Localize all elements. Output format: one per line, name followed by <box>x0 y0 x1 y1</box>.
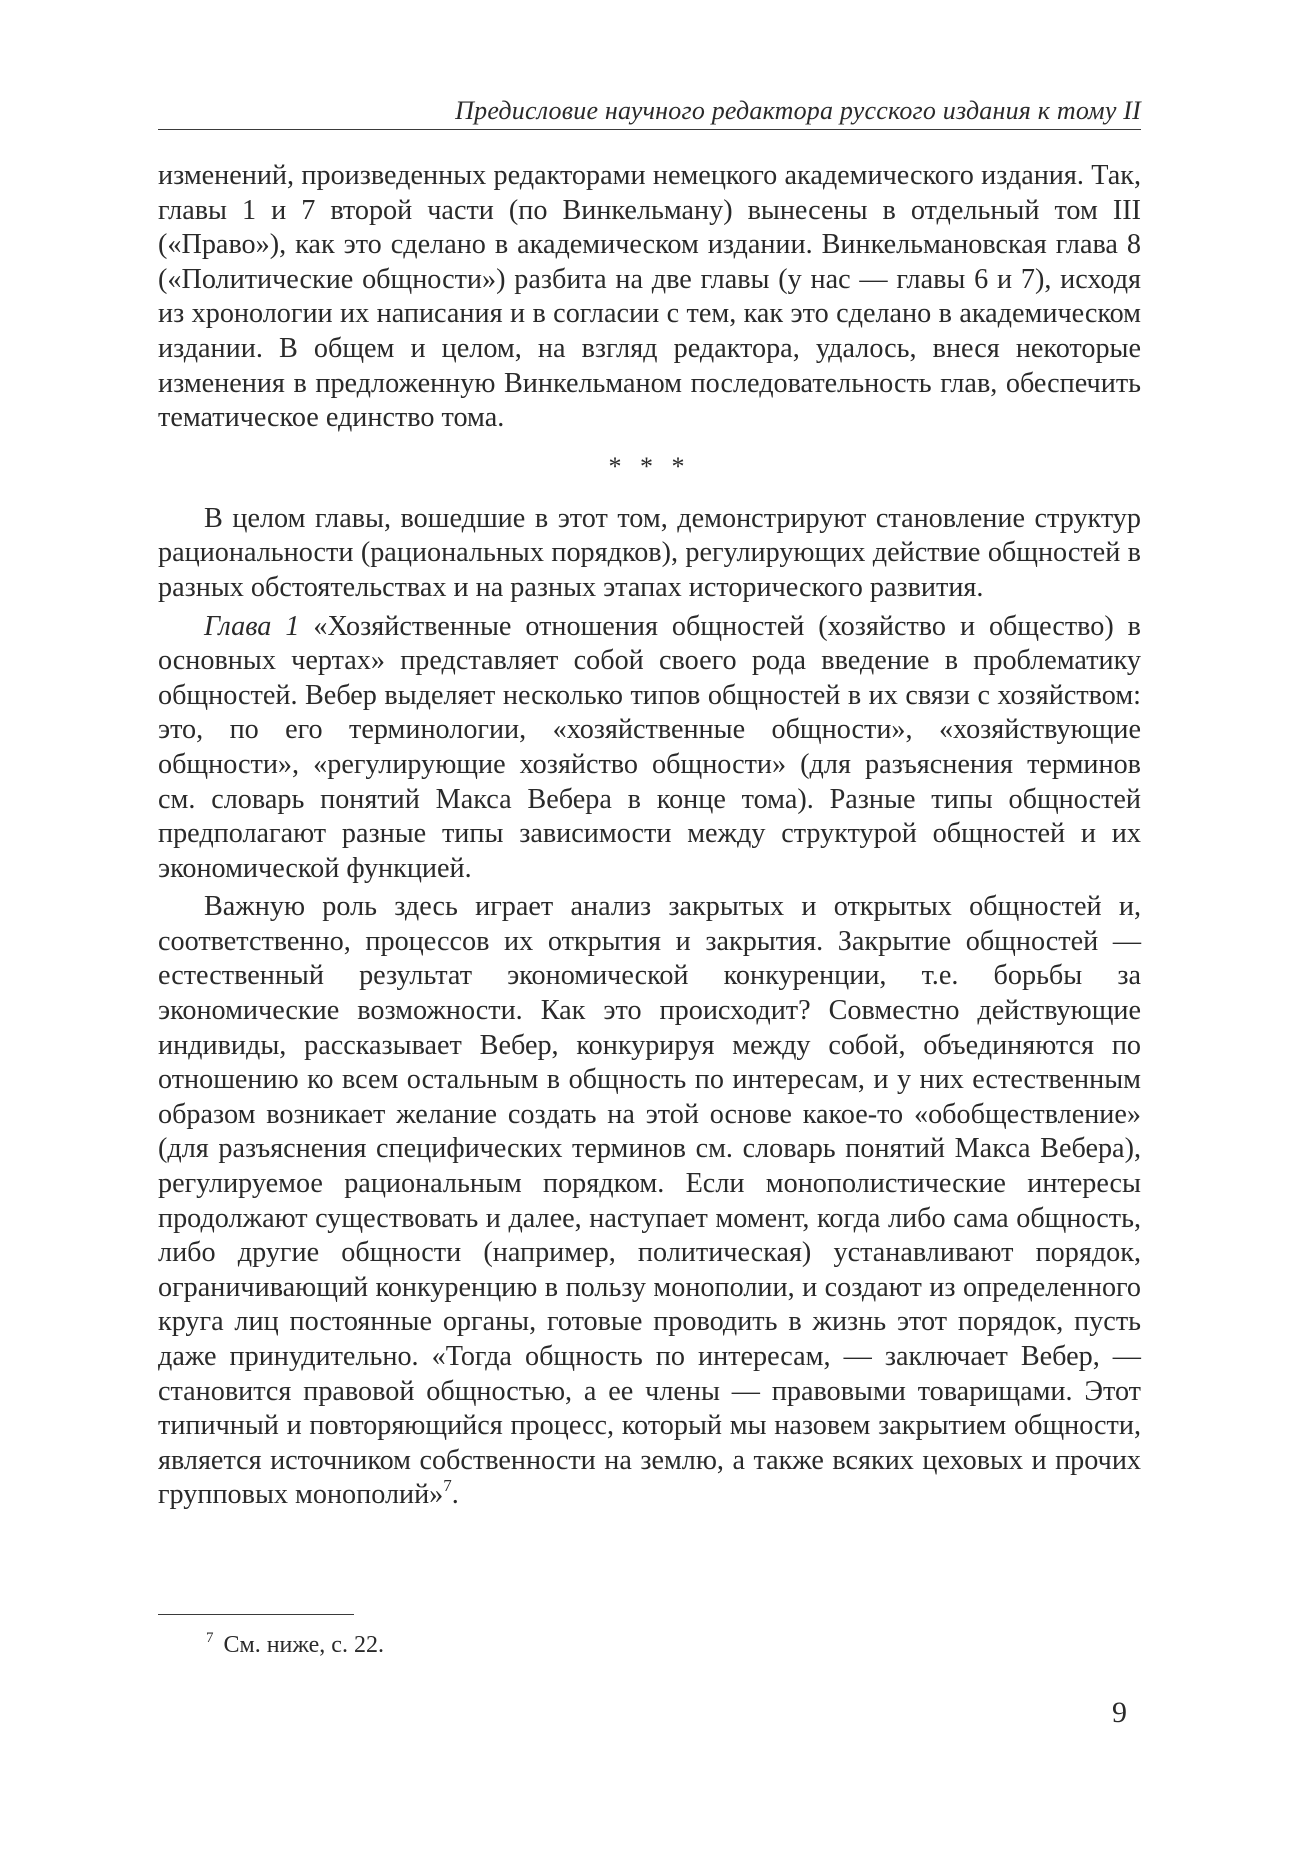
header-rule <box>158 129 1141 130</box>
footnote <box>206 1630 384 1660</box>
body-text <box>158 159 1141 1513</box>
footnote-rule <box>158 1614 354 1615</box>
chapter-label: Глава 1 <box>204 610 300 642</box>
running-header: Предисловие научного редактора русского издания к тому II <box>455 96 1141 125</box>
paragraph-chapter-1-text: «Хозяйственные отношения общностей (хозяйство и общество) в основных чертах» представляет собой своего рода введение в проблематику общностей. Вебер выделяет несколько типов общностей в их связи с хозяйством: это, по его терминологии, «хозяйственные общности», «хозяйствующие общности», «регулирующие хозяйство общности» (для разъяснения терминов см. словарь понятий Макса Вебера в конце тома). Разные типы общностей предполагают разные типы зависимости между структурой общностей и их экономической функцией. <box>158 610 1141 884</box>
document-page <box>158 0 1141 1851</box>
section-separator: * * * <box>608 451 691 481</box>
paragraph-chapter-1 <box>158 610 1141 887</box>
paragraph-overview: В целом главы, вошедшие в этот том, демонстрируют становление структур рациональности (рациональных порядков), регулирующих действие общностей в разных обстоятельствах и на разных этапах исторического развития. <box>158 502 1141 603</box>
footnote-text: См. ниже, с. 22. <box>223 1632 384 1658</box>
page-number: 9 <box>1112 1696 1127 1729</box>
paragraph-closure-end: . <box>451 1479 459 1511</box>
paragraph-closure-text: Важную роль здесь играет анализ закрытых и открытых общностей и, соответственно, процессов их открытия и закрытия. Закрытие общностей — естественный результат экономической конкуренции, т.е. борьбы за экономические возможности. Как это происходит? Совместно действующие индивиды, рассказывает Вебер, конкурируя между собой, объединяются по отношению ко всем остальным в общность по интересам, и у них естественным образом возникает желание создать на этой основе какое-то «обобществление» (для разъяснения специфических терминов см. словарь понятий Макса Вебера), регулируемое рациональным порядком. Если монополистические интересы продолжают существовать и далее, наступает момент, когда либо сама общность, либо другие общности (например, политическая) устанавливают порядок, ограничивающий конкуренцию в пользу монополии, и создают из определенного круга лиц постоянные органы, готовые проводить в жизнь этот порядок, пусть даже принудительно. «Тогда общность по интересам, — заключает Вебер, — становится правовой общностью, а ее члены — правовыми товарищами. Этот типичный и повторяющийся процесс, который мы назовем закрытием общности, является источником собственности на землю, а также всяких цеховых и прочих групповых монополий» <box>158 891 1141 1511</box>
paragraph-closure <box>158 890 1141 1513</box>
paragraph-continued: изменений, произведенных редакторами немецкого академического издания. Так, главы 1 и 7 второй части (по Винкельману) вынесены в отдельный том III («Право»), как это сделано в академическом издании. Винкельмановская глава 8 («Политические общности») разбита на две главы (у нас — главы 6 и 7), исходя из хронологии их написания и в согласии с тем, как это сделано в академическом издании. В общем и целом, на взгляд редактора, удалось, внеся некоторые изменения в предложенную Винкельманом последовательность глав, обеспечить тематическое единство тома. <box>158 160 1141 434</box>
footnote-marker: 7 <box>206 1630 214 1646</box>
footnote-reference: 7 <box>443 1476 452 1496</box>
